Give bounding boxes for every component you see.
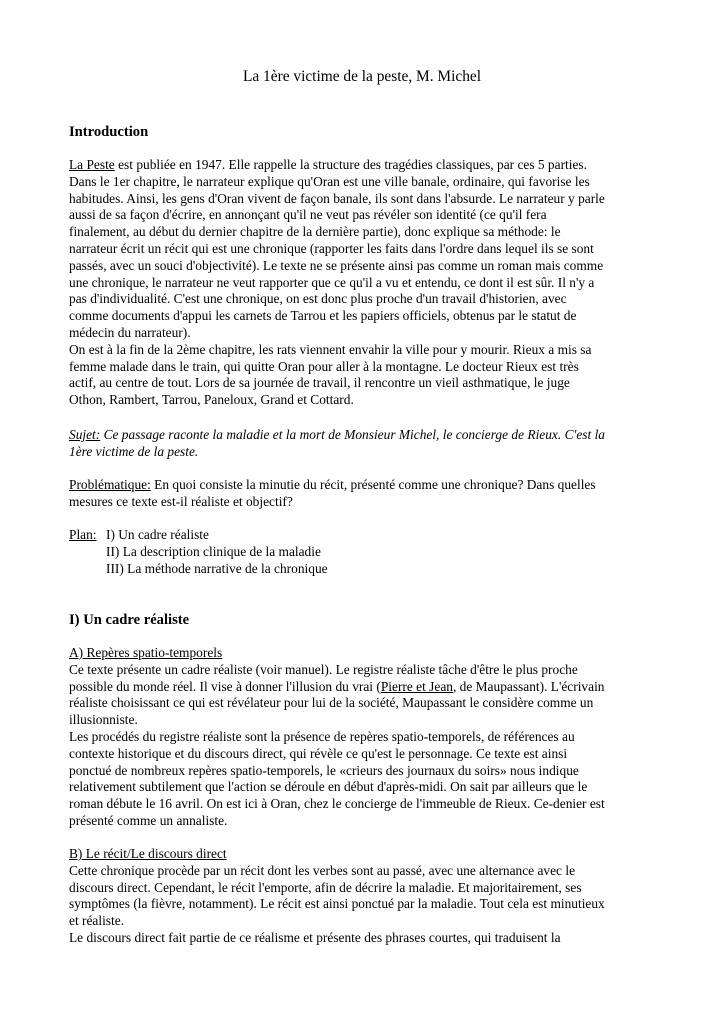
text-line: médecin du narrateur). — [69, 324, 191, 340]
text-line: finalement, au début du dernier chapitre de la dernière partie), donc explique sa méthode: le — [69, 224, 561, 240]
text-line: femme malade dans le train, qui quitte Oran pour aller à la montagne. Le docteur Rieux est très — [69, 358, 579, 374]
text-line: relativement subtilement que l'action se déroule en début d'après-midi. On sait par ailleurs que le — [69, 779, 588, 795]
text-line: Ce texte présente un cadre réaliste (voir manuel). Le registre réaliste tâche d'être le plus proche — [69, 661, 578, 677]
text-line: roman débute le 16 avril. On est ici à Oran, chez le concierge de l'immeuble de Rieux. Ce-denier est — [69, 796, 605, 812]
heading-introduction: Introduction — [69, 124, 149, 140]
text-line: aussi de sa façon d'écrire, en annonçant qu'il ne veut pas révéler son identité (ce qu'il fera — [69, 207, 547, 223]
intro-paragraph — [69, 157, 665, 409]
plan-item: III) La méthode narrative de la chronique — [106, 560, 328, 576]
text-line: mesures ce texte est-il réaliste et objectif? — [69, 493, 293, 509]
text-line: illusionniste. — [69, 712, 138, 728]
text-line: Dans le 1er chapitre, le narrateur explique qu'Oran est une ville banale, ordinaire, qui favorise les — [69, 173, 590, 189]
problematique-label: Problématique: — [69, 477, 151, 492]
plan-item: Plan: I) Un cadre réaliste — [69, 527, 209, 542]
text-line: Le discours direct fait partie de ce réalisme et présente des phrases courtes, qui traduisent la — [69, 929, 561, 945]
text-line: La Peste est publiée en 1947. Elle rappelle la structure des tragédies classiques, par ces 5 parties. — [69, 157, 587, 172]
text-line: passés, avec un souci d'objectivité). Le texte ne se présente ainsi pas comme un roman mais comme — [69, 257, 604, 273]
text-line: actif, au centre de tout. Lors de sa journée de travail, il rencontre un vieil asthmatique, le juge — [69, 375, 570, 391]
text-line: Les procédés du registre réaliste sont la présence de repères spatio-temporels, de références au — [69, 728, 575, 744]
subsection-a — [69, 645, 665, 830]
document-title: La 1ère victime de la peste, M. Michel — [242, 68, 482, 85]
sujet-label: Sujet: — [69, 427, 101, 442]
text-line: présenté comme un annaliste. — [69, 812, 228, 828]
subsection-a-title: A) Repères spatio-temporels — [69, 645, 223, 660]
text-line: On est à la fin de la 2ème chapitre, les rats viennent envahir la ville pour y mourir. Rieux a mis sa — [69, 341, 592, 357]
plan-item: II) La description clinique de la maladie — [106, 543, 321, 559]
book-title-la-peste: La Peste — [69, 157, 115, 172]
text-line: possible du monde réel. Il vise à donner l'illusion du vrai (Pierre et Jean, de Maupassant). L'écrivain — [69, 678, 605, 694]
text-line: réaliste choisissant ce qui est révélateur pour lui de la société, Maupassant le considère comme un — [69, 695, 594, 711]
text-line: pas d'individualité. C'est une chronique, on est donc plus proche d'un travail d'historien, avec — [69, 291, 567, 307]
text-line: et réaliste. — [69, 913, 125, 929]
text-line: comme documents d'appui les carnets de Tarrou et les papiers officiels, obtenus par le statut de — [69, 308, 577, 324]
book-title-pierre-et-jean: Pierre et Jean — [380, 678, 453, 694]
subsection-b — [69, 846, 665, 947]
text-line: Othon, Rambert, Tarrou, Paneloux, Grand et Cottard. — [69, 392, 354, 408]
text-line: habitudes. Ainsi, les gens d'Oran vivent de façon banale, ils sont dans l'absurde. Le narrateur y parle — [69, 190, 605, 206]
text-line: Cette chronique procède par un récit dont les verbes sont au passé, avec une alternance avec le — [69, 862, 576, 878]
problematique-paragraph: Problématique: En quoi consiste la minutie du récit, présenté comme une chronique? Dans quelles mesures ce texte est-il réaliste et objectif? — [69, 477, 665, 511]
plan-label: Plan: — [69, 527, 97, 542]
plan-list — [69, 527, 665, 577]
text-line: discours direct. Cependant, le récit l'emporte, afin de décrire la maladie. Et majoritairement, ses — [69, 879, 582, 895]
text-line: une chronique, le narrateur ne veut rapporter que ce qu'il a vu et entendu, ce dont il est sûr. Il n'y a — [69, 274, 595, 290]
subsection-b-title: B) Le récit/Le discours direct — [69, 846, 227, 861]
text-line: symptômes (la fièvre, notamment). Le récit est ainsi ponctué par la maladie. Tout cela est minutieux — [69, 896, 605, 912]
text-line: ponctué de nombreux repères spatio-temporels, le «crieurs des journaux du soirs» nous indique — [69, 762, 579, 778]
text-line: narrateur écrit un récit qui est une chronique (rapporter les faits dans l'ordre dans lequel ils se sont — [69, 240, 594, 256]
text-line: contexte historique et du discours direct, qui révèle ce qu'est le personnage. Ce texte est ainsi — [69, 745, 568, 761]
heading-section-1: I) Un cadre réaliste — [69, 612, 190, 628]
text-line: 1ère victime de la peste. — [69, 443, 199, 459]
sujet-paragraph: Sujet: Ce passage raconte la maladie et la mort de Monsieur Michel, le concierge de Rieux. C'est la 1ère victime de la peste. — [69, 427, 665, 461]
